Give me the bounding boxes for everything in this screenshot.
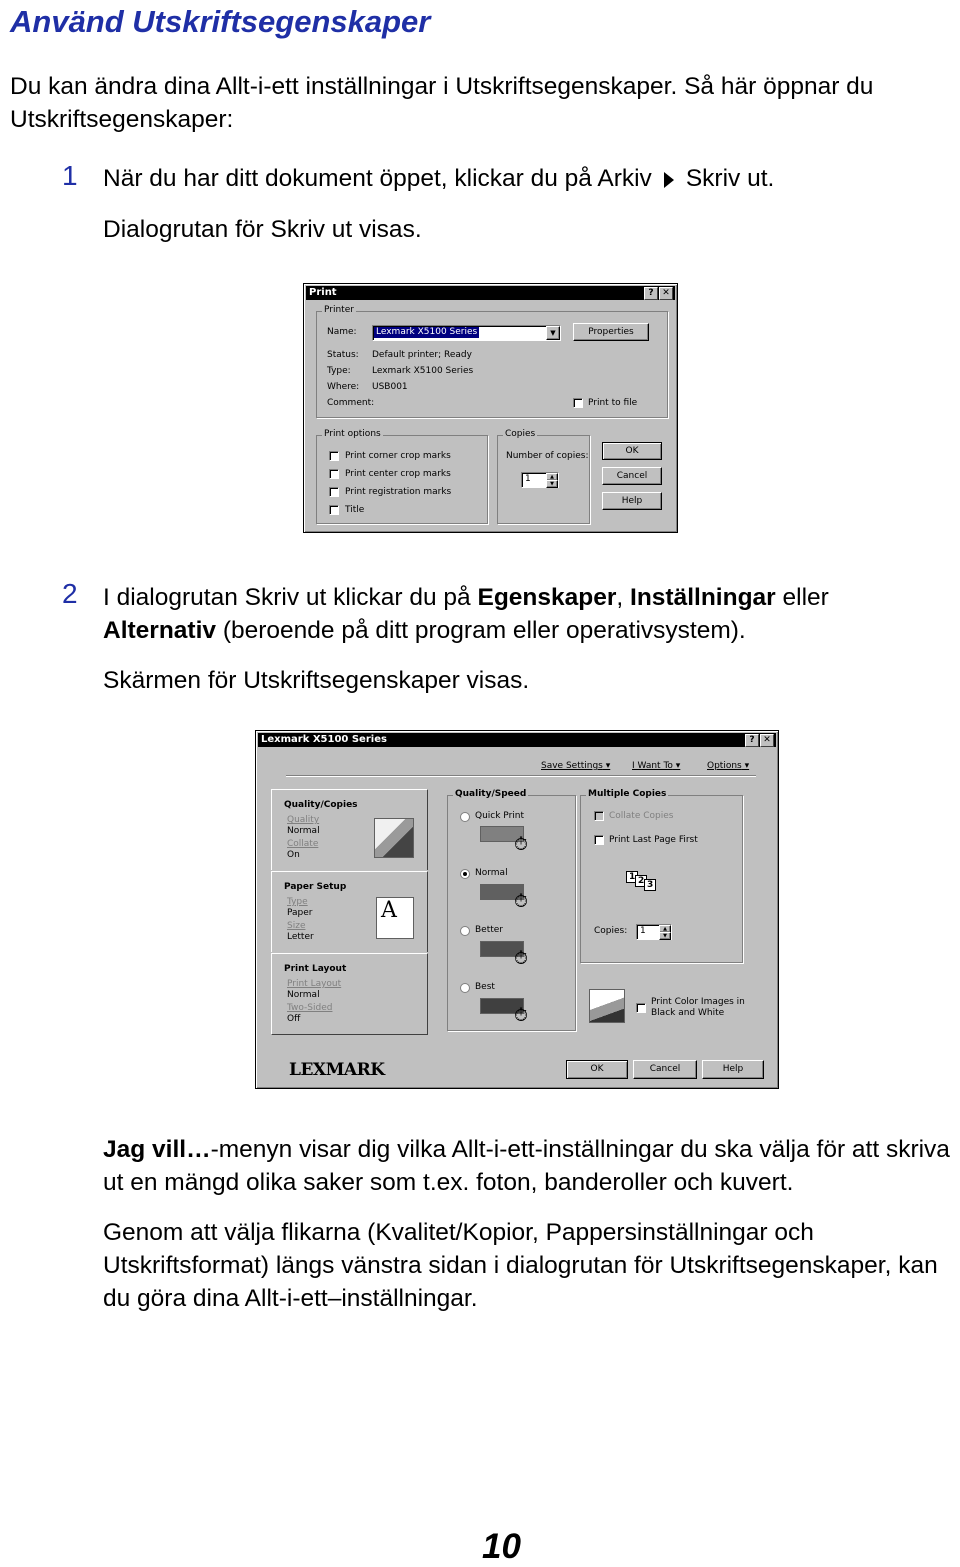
collate-page-3: 3: [644, 879, 656, 891]
last-page-first-checkbox[interactable]: [594, 835, 604, 845]
print-to-file-label: Print to file: [588, 398, 638, 408]
tab-key: Collate: [287, 839, 319, 849]
option-label: Title: [345, 505, 365, 515]
printer-photo-icon: [374, 818, 414, 858]
menu-i-want-to[interactable]: I Want To ▾: [632, 761, 681, 771]
tab-quality-copies[interactable]: [271, 789, 428, 870]
tab-value: Letter: [287, 932, 314, 942]
jag-vill-paragraph: [103, 1133, 953, 1199]
print-dialog-titlebar: [306, 286, 675, 300]
tab-key: Type: [287, 897, 308, 907]
last-page-first-label: Print Last Page First: [609, 835, 698, 845]
properties-dialog: [255, 730, 779, 1089]
cancel-button[interactable]: Cancel: [602, 467, 662, 485]
tab-key: Quality: [287, 815, 320, 825]
type-label: Type:: [327, 366, 351, 376]
collate-checkbox[interactable]: [594, 811, 604, 821]
quality-option-label: Best: [475, 982, 495, 992]
tab-value: Off: [287, 1014, 301, 1024]
where-label: Where:: [327, 382, 360, 392]
menu-save-settings-label: Save Settings: [541, 761, 603, 771]
step-2-number: 2: [62, 578, 78, 609]
ok-button[interactable]: OK: [602, 442, 662, 460]
properties-button[interactable]: Properties: [573, 323, 649, 341]
tab-value: On: [287, 850, 300, 860]
help-button[interactable]: Help: [602, 492, 662, 510]
tab-print-layout[interactable]: [271, 953, 428, 1035]
chevron-down-icon[interactable]: ▼: [546, 326, 560, 340]
copies-value: 1: [640, 926, 646, 936]
multiple-copies-group: [580, 789, 743, 963]
quality-radio[interactable]: [460, 983, 470, 993]
tab-value: Normal: [287, 990, 320, 1000]
properties-dialog-title: Lexmark X5100 Series: [261, 734, 387, 745]
option-label: Print center crop marks: [345, 469, 451, 479]
step-2-text-4: (beroende på ditt program eller operativsystem).: [216, 617, 746, 644]
stopwatch-icon: ⏱: [514, 948, 529, 969]
print-to-file-checkbox[interactable]: [573, 398, 583, 408]
name-label: Name:: [327, 327, 357, 337]
stopwatch-icon: ⏱: [514, 1005, 529, 1026]
spin-down-icon[interactable]: ▼: [546, 480, 558, 488]
page-number: 10: [482, 1527, 521, 1566]
paper-icon: A: [376, 897, 414, 939]
quality-option-label: Better: [475, 925, 504, 935]
collate-pages-icon: [626, 871, 666, 893]
step-2-bold-2: Inställningar: [630, 584, 776, 611]
comment-label: Comment:: [327, 398, 375, 408]
type-value: Lexmark X5100 Series: [372, 366, 474, 376]
tab-key: Print Layout: [287, 979, 342, 989]
help-button[interactable]: Help: [702, 1060, 764, 1079]
lexmark-logo: LEXMARK: [289, 1060, 385, 1080]
option-checkbox[interactable]: [329, 451, 339, 461]
step-1-number: 1: [62, 160, 78, 191]
printer-group: [316, 305, 668, 418]
page-heading: Använd Utskriftsegenskaper: [10, 4, 431, 39]
spin-up-icon[interactable]: ▲: [659, 925, 671, 933]
quality-radio[interactable]: [460, 926, 470, 936]
copies-value: 1: [525, 474, 531, 484]
printer-name-value: Lexmark X5100 Series: [376, 327, 478, 337]
spin-down-icon[interactable]: ▼: [659, 932, 671, 940]
tab-key: Size: [287, 921, 306, 931]
menu-options-label: Options: [707, 761, 742, 771]
tab-value: Normal: [287, 826, 320, 836]
step-1-text-a: När du har ditt dokument öppet, klickar du på Arkiv: [103, 165, 652, 192]
tabs-paragraph: Genom att välja flikarna (Kvalitet/Kopior, Pappersinställningar och Utskriftsformat) längs vänstra sidan i dialogrutan för Utskriftsegenskaper, kan du göra dina Allt-i-ett–inställningar.: [103, 1219, 938, 1312]
step-2-text-2: ,: [616, 584, 631, 611]
close-icon[interactable]: ✕: [659, 287, 673, 300]
jag-vill-text: -menyn visar dig vilka Allt-i-ett-inställningar du ska välja för att skriva ut en mängd olika saker som t.ex. foton, banderoller och kuvert.: [103, 1136, 950, 1196]
print-options-group: [316, 429, 488, 524]
option-checkbox[interactable]: [329, 469, 339, 479]
print-dialog: [303, 283, 678, 533]
color-to-bw-icon: [589, 989, 625, 1023]
quality-speed-label: Quality/Speed: [455, 789, 527, 799]
menu-arrow-icon: [664, 172, 674, 188]
menu-i-want-to-label: I Want To: [632, 761, 673, 771]
stopwatch-icon: ⏱: [514, 834, 529, 855]
copies-spinner[interactable]: [636, 924, 672, 940]
cancel-button[interactable]: Cancel: [633, 1060, 697, 1079]
collate-label: Collate Copies: [609, 811, 674, 821]
tab-paper-setup[interactable]: [271, 871, 428, 952]
step-2-text-1: I dialogrutan Skriv ut klickar du på: [103, 584, 478, 611]
close-icon[interactable]: ✕: [760, 734, 774, 747]
number-of-copies-label: Number of copies:: [506, 451, 589, 461]
multiple-copies-label: Multiple Copies: [588, 789, 667, 799]
step-1-text: [103, 162, 774, 195]
step-2-text: [103, 581, 943, 647]
menu-save-settings[interactable]: Save Settings ▾: [541, 761, 611, 771]
menu-divider: [286, 775, 756, 777]
step-1-result: Dialogrutan för Skriv ut visas.: [103, 216, 422, 243]
collate-page-1: 1: [626, 871, 638, 883]
spin-up-icon[interactable]: ▲: [546, 473, 558, 481]
print-dialog-title: Print: [309, 287, 337, 298]
copies-label: Copies:: [594, 926, 628, 936]
status-label: Status:: [327, 350, 359, 360]
quality-radio[interactable]: [460, 869, 470, 879]
step-2-bold-1: Egenskaper: [477, 584, 617, 611]
step-2-bold-3: Alternativ: [103, 617, 217, 644]
option-label: Print registration marks: [345, 487, 452, 497]
step-2-text-3: eller: [775, 584, 829, 611]
copies-spinner[interactable]: [521, 472, 559, 488]
quality-option-label: Normal: [475, 868, 508, 878]
help-icon[interactable]: ?: [745, 734, 759, 747]
copies-group: [497, 429, 590, 524]
tab-title: Paper Setup: [284, 882, 347, 892]
quality-speed-group: [447, 789, 576, 1031]
tab-value: Paper: [287, 908, 313, 918]
printer-group-label: Printer: [324, 305, 354, 315]
option-checkbox[interactable]: [329, 487, 339, 497]
print-options-label: Print options: [324, 429, 381, 439]
option-label: Print corner crop marks: [345, 451, 451, 461]
step-1-text-b: Skriv ut.: [685, 165, 775, 192]
copies-group-label: Copies: [505, 429, 536, 439]
jag-vill-bold: Jag vill…: [103, 1136, 211, 1163]
help-icon[interactable]: ?: [644, 287, 658, 300]
where-value: USB001: [372, 382, 408, 392]
quality-radio[interactable]: [460, 812, 470, 822]
printer-name-select[interactable]: [372, 325, 561, 341]
black-and-white-label-1: Print Color Images in: [651, 997, 745, 1007]
properties-dialog-titlebar: [258, 733, 776, 747]
stopwatch-icon: ⏱: [514, 891, 529, 912]
ok-button[interactable]: OK: [566, 1060, 628, 1079]
black-and-white-checkbox[interactable]: [636, 1003, 646, 1013]
intro-paragraph: Du kan ändra dina Allt-i-ett inställningar i Utskriftsegenskaper. Så här öppnar du Utskriftsegenskaper:: [10, 73, 874, 133]
option-checkbox[interactable]: [329, 505, 339, 515]
tab-title: Print Layout: [284, 964, 347, 974]
tab-key: Two-Sided: [287, 1003, 333, 1013]
step-2-result: Skärmen för Utskriftsegenskaper visas.: [103, 667, 530, 694]
quality-option-label: Quick Print: [475, 811, 525, 821]
collate-page-2: 2: [635, 875, 647, 887]
black-and-white-label-2: Black and White: [651, 1008, 725, 1018]
menu-options[interactable]: Options ▾: [707, 761, 750, 771]
status-value: Default printer; Ready: [372, 350, 472, 360]
tab-title: Quality/Copies: [284, 800, 358, 810]
